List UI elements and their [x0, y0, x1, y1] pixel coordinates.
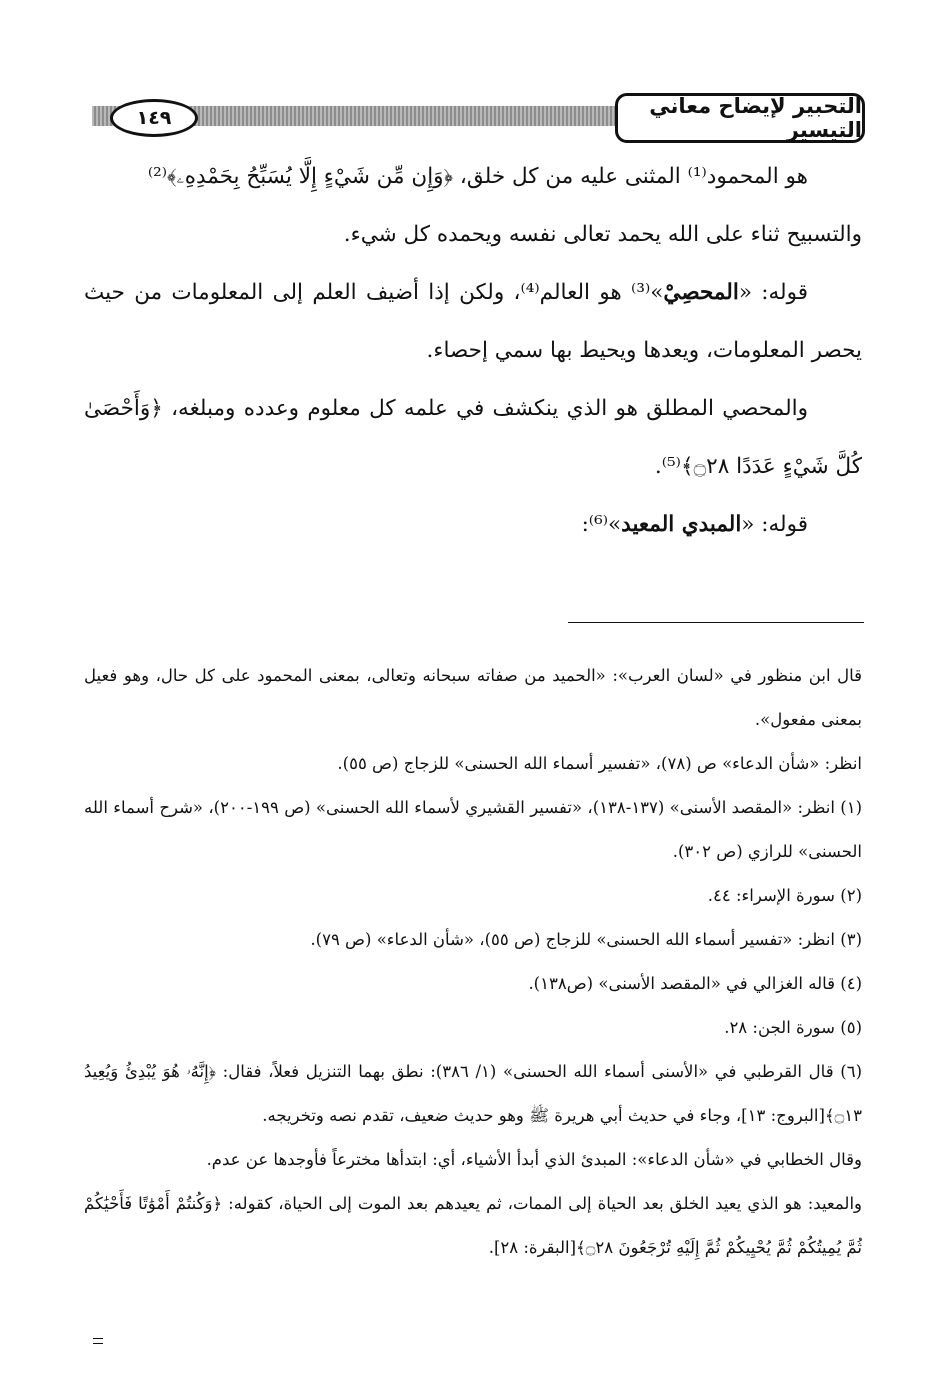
footnote-line: انظر: «شأن الدعاء» ص (٧٨)، «تفسير أسماء الله الحسنى» للزجاج (ص ٥٥).: [337, 754, 862, 773]
term-al-mubdi-al-muid: المبدي المعيد: [621, 512, 742, 537]
paragraph-text: »⁽³⁾ هو العالم⁽⁴⁾، ولكن إذا أضيف العلم إلى المعلومات من حيث يحصر المعلومات، ويعدها ويحيط بها سمي إحصاء.: [84, 280, 862, 363]
page-mark: [93, 1338, 103, 1344]
term-al-muhsi: المحصِيْ: [663, 280, 739, 305]
footnotes: [84, 654, 862, 1270]
main-text: [84, 148, 862, 554]
footnote-divider: [568, 622, 864, 623]
paragraph-tasbih: والتسبيح ثناء على الله يحمد تعالى نفسه ويحمده كل شيء.: [343, 222, 862, 247]
footnote-3: (٣) انظر: «تفسير أسماء الله الحسنى» للزجاج (ص ٥٥)، «شأن الدعاء» (ص ٧٩).: [310, 930, 862, 949]
lead-text: قوله: «: [741, 512, 808, 537]
footnote-4: (٤) قاله الغزالي في «المقصد الأسنى» (ص١٣٨).: [528, 974, 862, 993]
footnote-5: (٥) سورة الجن: ٢٨.: [724, 1018, 862, 1037]
paragraph-al-muhsi: [84, 264, 862, 380]
page-number: ١٤٩: [110, 99, 198, 137]
footnote-line: قال ابن منظور في «لسان العرب»: «الحميد من صفاته سبحانه وتعالى، بمعنى المحمود على كل حال، وهو فعيل بمعنى مفعول».: [84, 666, 862, 729]
footnote-1: (١) انظر: «المقصد الأسنى» (١٣٧-١٣٨)، «تفسير القشيري لأسماء الله الحسنى» (ص ١٩٩-٢٠٠)، «شرح أسماء الله الحسنى» للرازي (ص ٣٠٢).: [84, 798, 863, 861]
paragraph-al-mubdi: [84, 496, 862, 554]
running-header: [92, 93, 862, 141]
paragraph-muhsi-mutlaq: والمحصي المطلق هو الذي ينكشف في علمه كل معلوم وعدده ومبلغه، ﴿وَأَحْصَىٰ كُلَّ شَيْءٍ عَدَدًا ۝٢٨﴾⁽⁵⁾.: [84, 396, 862, 479]
footnote-line: وقال الخطابي في «شأن الدعاء»: المبدئ الذي أبدأ الأشياء، أي: ابتدأها مخترعاً فأوجدها عن عدم.: [206, 1150, 862, 1169]
footnote-2: (٢) سورة الإسراء: ٤٤.: [707, 886, 862, 905]
footnote-6: (٦) قال القرطبي في «الأسنى أسماء الله الحسنى» (١/ ٣٨٦): نطق بهما التنزيل فعلاً، فقال: ﴿إِنَّهُۥ هُوَ يُبْدِئُ وَيُعِيدُ ۝١٣﴾[البروج: ١٣]، وجاء في حديث أبي هريرة ﷺ وهو حديث ضعيف، تقدم نصه وتخريجه.: [84, 1062, 863, 1125]
book-title: التحبير لإيضاح معاني التيسير: [615, 93, 865, 143]
paragraph-text: »⁽⁶⁾:: [581, 512, 622, 537]
paragraph-al-mahmud: هو المحمود⁽¹⁾ المثنى عليه من كل خلق، ﴿وَإِن مِّن شَيْءٍ إِلَّا يُسَبِّحُ بِحَمْدِهِۦ﴾⁽²⁾: [147, 164, 808, 189]
footnote-line: والمعيد: هو الذي يعيد الخلق بعد الحياة إلى الممات، ثم يعيدهم بعد الموت إلى الحياة، كقوله: ﴿وَكُنتُمْ أَمْوَٰتًا فَأَحْيَٰكُمْ ثُمَّ يُمِيتُكُمْ ثُمَّ يُحْيِيكُمْ ثُمَّ إِلَيْهِ تُرْجَعُونَ ۝٢٨﴾[البقرة: ٢٨].: [84, 1194, 862, 1257]
lead-text: قوله: «: [738, 280, 808, 305]
